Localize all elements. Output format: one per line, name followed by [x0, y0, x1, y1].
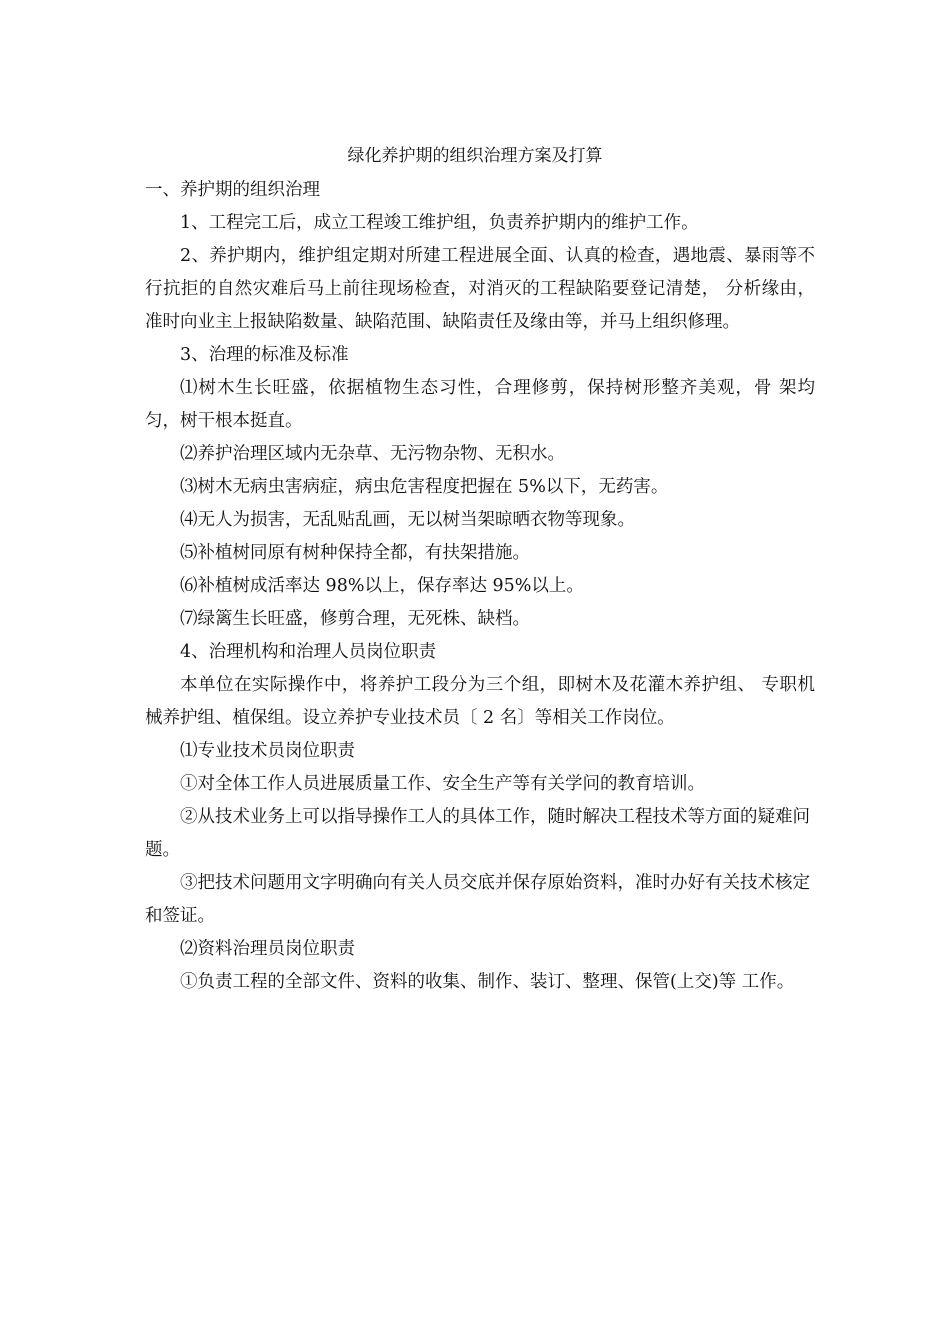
document-title: 绿化养护期的组织治理方案及打算 — [347, 146, 603, 166]
list-item: ⑵资料治理员岗位职责 — [180, 939, 355, 959]
list-item: ⑵养护治理区域内无杂草、无污物杂物、无积水。 — [180, 444, 565, 464]
list-item: ⑴专业技术员岗位职责 — [180, 741, 355, 761]
document-body — [145, 174, 815, 999]
section-heading: 一、养护期的组织治理 — [145, 180, 320, 200]
list-item: ⑺绿篱生长旺盛，修剪合理，无死株、缺档。 — [180, 609, 530, 629]
subsection-heading: 4、治理机构和治理人员岗位职责 — [180, 642, 437, 662]
list-item: ⑶树木无病虫害病症，病虫危害程度把握在 5%以下，无药害。 — [180, 477, 669, 497]
paragraph: 本单位在实际操作中，将养护工段分为三个组，即树木及花灌木养护组、 专职机械养护组、植保组。设立养护专业技术员〔 2 名〕等相关工作岗位。 — [145, 675, 815, 728]
list-item: ⑹补植树成活率达 98%以上，保存率达 95%以上。 — [180, 576, 584, 596]
subsection-heading: 3、治理的标准及标准 — [180, 345, 349, 365]
paragraph: 2、养护期内，维护组定期对所建工程进展全面、认真的检查，遇地震、暴雨等不行抗拒的自然灾难后马上前往现场检查，对消灭的工程缺陷要登记清楚， 分析缘由，准时向业主上报缺陷数量、缺陷范围、缺陷责任及缘由等，并马上组织修理。 — [145, 246, 815, 332]
paragraph: 1、工程完工后，成立工程竣工维护组，负责养护期内的维护工作。 — [180, 213, 699, 233]
list-item: ⑸补植树同原有树种保持全都，有扶架措施。 — [180, 543, 530, 563]
list-item: ⑴树木生长旺盛，依据植物生态习性，合理修剪，保持树形整齐美观，骨 架均匀，树干根本挺直。 — [145, 378, 815, 431]
list-item: ③把技术问题用文字明确向有关人员交底并保存原始资料，准时办好有关技术核定和签证。 — [145, 873, 810, 926]
list-item: ①负责工程的全部文件、资料的收集、制作、装订、整理、保管(上交)等 工作。 — [180, 972, 795, 992]
list-item: ①对全体工作人员进展质量工作、安全生产等有关学问的教育培训。 — [180, 774, 705, 794]
list-item: ②从技术业务上可以指导操作工人的具体工作，随时解决工程技术等方面的疑难问题。 — [145, 807, 810, 860]
list-item: ⑷无人为损害，无乱贴乱画，无以树当架晾晒衣物等现象。 — [180, 510, 635, 530]
